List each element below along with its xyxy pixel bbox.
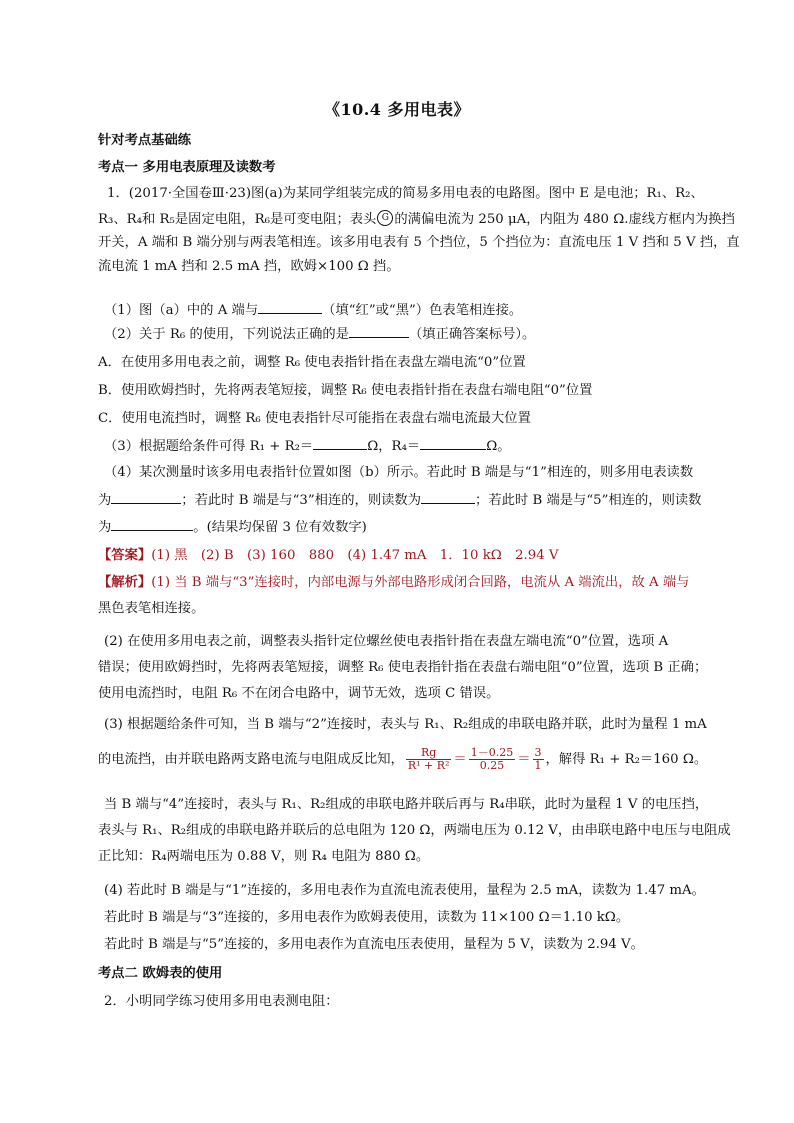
analysis-line-2: 黑色表笔相连接。 <box>98 601 205 616</box>
blank-1[interactable] <box>258 301 322 314</box>
q1-part-4: （4）某次测量时该多用电表指针位置如图（b）所示。若此时 B 端是与“1”相连的，则多用电表读数 <box>104 465 694 480</box>
galvanometer-icon: G <box>377 210 393 226</box>
blank-7[interactable] <box>111 518 193 531</box>
q1-part-1: （1）图（a）中的 A 端与 （填“红”或“黑”）色表笔相连接。 <box>104 303 523 318</box>
analysis-line-4: 错误；使用欧姆挡时，先将两表笔短接，调整 R₆ 使电表指针指在表盘右端电阻“0”位置，选项 B 正确； <box>98 660 708 675</box>
q1-part-4-line-2: 为 ；若此时 B 端是与“3”相连的，则读数为 ；若此时 B 端是与“5”相连的，则读数 <box>98 493 702 508</box>
analysis-line-10: 正比知：R₄两端电压为 0.88 V，则 R₄ 电阻为 880 Ω。 <box>98 849 430 864</box>
document-title: 《10.4 多用电表》 <box>323 100 471 119</box>
option-b: B．使用欧姆挡时，先将两表笔短接，调整 R₆ 使电表指针指在表盘右端电阻“0”位置 <box>98 383 593 398</box>
option-a: A．在使用多用电表之前，调整 R₆ 使电表指针指在表盘左端电流“0”位置 <box>98 355 526 370</box>
analysis-line-5: 使用电流挡时，电阻 R₆ 不在闭合电路中，调节无效，选项 C 错误。 <box>98 686 500 701</box>
option-c: C．使用电流挡时，调整 R₆ 使电表指针尽可能指在表盘右端电流最大位置 <box>98 411 531 426</box>
section-heading: 针对考点基础练 <box>98 133 192 148</box>
blank-2[interactable] <box>349 325 409 338</box>
answer-line: 【答案】(1) 黑 (2) B (3) 160 880 (4) 1.47 mA 1．10 kΩ 2.94 V <box>98 548 559 563</box>
q1-part-3: （3）根据题给条件可得 R₁ + R₂＝ Ω，R₄＝ Ω。 <box>104 439 511 454</box>
q1-line-1: 1．(2017·全国卷Ⅲ·23)图(a)为某同学组装完成的简易多用电表的电路图。图中 E 是电池；R₁、R₂、 <box>107 186 704 201</box>
analysis-line-13: 若此时 B 端是与“5”连接的，多用电表作为直流电压表使用，量程为 5 V，读数为 2.94 V。 <box>104 937 644 952</box>
blank-5[interactable] <box>111 491 181 504</box>
q2-line-1: 2．小明同学练习使用多用电表测电阻： <box>104 994 339 1009</box>
topic-heading-2: 考点二 欧姆表的使用 <box>98 966 223 981</box>
analysis-label: 【解析】 <box>98 575 152 590</box>
analysis-line-3: (2) 在使用多用电表之前，调整表头指针定位螺丝使电表指针指在表盘左端电流“0”位置，选项 A <box>104 634 669 649</box>
q1-line-3: 开关，A 端和 B 端分别与两表笔相连。该多用电表有 5 个挡位，5 个挡位为：直流电压 1 V 挡和 5 V 挡，直 <box>98 235 740 250</box>
fraction-3: $\frac{3}{1}$ <box>534 746 542 772</box>
analysis-line-9: 表头与 R₁、R₂组成的串联电路并联后的总电阻为 120 Ω，两端电压为 0.12 V，由串联电路中电压与电阻成 <box>98 823 731 838</box>
fraction-2: $\frac{1-0.25}{0.25}$ <box>470 746 514 772</box>
answer-label: 【答案】 <box>98 548 152 563</box>
analysis-line-11: (4) 若此时 B 端是与“1”连接的，多用电表作为直流电流表使用，量程为 2.5 mA，读数为 1.47 mA。 <box>104 883 705 898</box>
analysis-line-8: 当 B 端与“4”连接时，表头与 R₁、R₂组成的串联电路并联后再与 R₄串联，此时为量程 1 V 的电压挡， <box>104 797 709 812</box>
q1-part-4-line-3: 为 。(结果均保留 3 位有效数字) <box>98 520 367 535</box>
blank-3[interactable] <box>313 437 367 450</box>
analysis-line-7: 的电流挡，由并联电路两支路电流与电阻成反比知， $\frac{Rg}{\text{R¹ + R²}}$ ＝ $\frac{1-0.25}{0.25}$ ＝ $\frac{3}{1}$ ，解得 R₁ + R₂＝160 Ω。 <box>98 746 708 772</box>
topic-heading-1: 考点一 多用电表原理及读数考 <box>98 160 276 175</box>
fraction-1: $\frac{Rg}{\text{R¹ + R²}}$ <box>407 746 450 772</box>
analysis-line-1: 【解析】(1) 当 B 端与“3”连接时，内部电源与外部电路形成闭合回路，电流从 A 端流出，故 A 端与 <box>98 575 690 590</box>
analysis-line-6: (3) 根据题给条件可知，当 B 端与“2”连接时，表头与 R₁、R₂组成的串联电路并联，此时为量程 1 mA <box>104 717 707 732</box>
q1-line-4: 流电流 1 mA 挡和 2.5 mA 挡，欧姆×100 Ω 挡。 <box>98 259 400 274</box>
q1-line-2: R₃、R₄和 R₅是固定电阻，R₆是可变电阻；表头 G 的满偏电流为 250 μA，内阻为 480 Ω.虚线方框内为换挡 <box>98 212 735 227</box>
q1-part-2: （2）关于 R₆ 的使用，下列说法正确的是 （填正确答案标号）。 <box>104 327 536 342</box>
blank-6[interactable] <box>421 491 475 504</box>
analysis-line-12: 若此时 B 端是与“3”连接的，多用电表作为欧姆表使用，读数为 11×100 Ω＝1.10 kΩ。 <box>104 910 630 925</box>
blank-4[interactable] <box>420 437 486 450</box>
